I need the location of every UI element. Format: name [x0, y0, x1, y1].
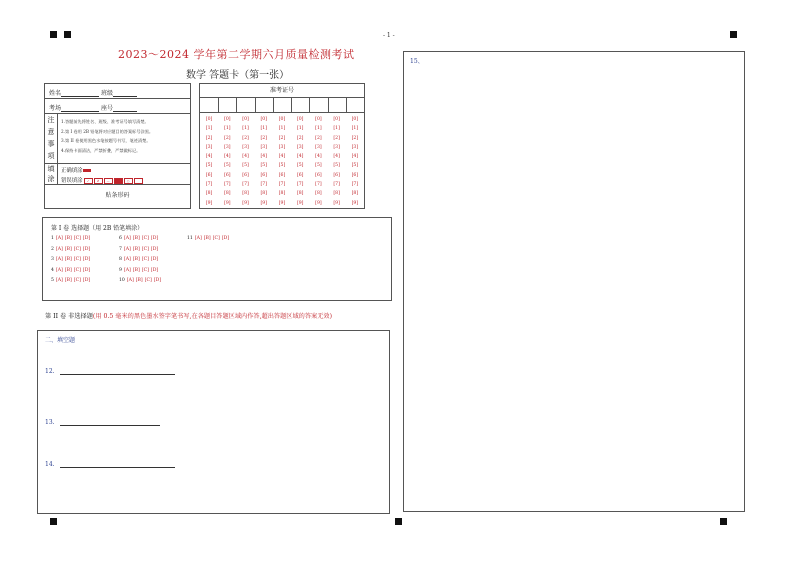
- exam-number-digit-column: [273, 115, 291, 208]
- exam-number-digit-column: [237, 115, 255, 208]
- exam-digit-bubble[interactable]: [0]: [242, 117, 249, 122]
- exam-digit-bubble[interactable]: [2]: [296, 135, 304, 141]
- exam-digit-bubble[interactable]: [7]: [224, 182, 231, 188]
- exam-digit-bubble[interactable]: [1]: [224, 126, 231, 132]
- choice-option-bubble[interactable]: [D]: [82, 257, 91, 262]
- exam-digit-bubble[interactable]: [0]: [333, 117, 340, 122]
- question-13-label: 13.: [45, 419, 55, 426]
- exam-digit-bubble[interactable]: [5]: [205, 163, 213, 169]
- fill-example: 正确填涂 错误填涂 ✓ ✗ — ○: [61, 166, 143, 186]
- exam-digit-bubble[interactable]: [6]: [242, 172, 249, 178]
- exam-digit-bubble[interactable]: [3]: [315, 144, 322, 150]
- choice-option-bubble[interactable]: [D]: [221, 236, 230, 241]
- exam-digit-bubble[interactable]: [1]: [296, 126, 304, 132]
- exam-digit-bubble[interactable]: [8]: [351, 191, 359, 197]
- exam-digit-bubble[interactable]: [3]: [351, 144, 359, 150]
- exam-digit-bubble[interactable]: [1]: [242, 126, 249, 132]
- exam-digit-bubble[interactable]: [9]: [242, 200, 249, 206]
- exam-title: 2023～2024 学年第二学期六月质量检测考试: [118, 48, 355, 61]
- exam-number-digit-column: [255, 115, 273, 208]
- choice-option-bubble[interactable]: [C]: [73, 278, 81, 283]
- exam-digit-bubble[interactable]: [4]: [242, 154, 249, 160]
- exam-digit-bubble[interactable]: [4]: [224, 154, 231, 160]
- registration-mark: [395, 518, 402, 525]
- choice-option-bubble[interactable]: [B]: [132, 267, 140, 273]
- choice-question: [51, 247, 90, 252]
- choice-option-bubble[interactable]: [B]: [132, 257, 140, 262]
- exam-digit-bubble[interactable]: [0]: [205, 117, 213, 122]
- registration-mark: [50, 518, 57, 525]
- name-field[interactable]: [61, 91, 99, 97]
- choice-option-bubble[interactable]: [D]: [82, 246, 91, 252]
- fill-blank-section: [37, 330, 390, 514]
- exam-digit-bubble[interactable]: [9]: [296, 200, 304, 206]
- choice-option-bubble[interactable]: [B]: [132, 246, 140, 252]
- exam-digit-bubble[interactable]: [1]: [351, 126, 359, 132]
- exam-number-digit-column: [328, 115, 346, 208]
- exam-digit-bubble[interactable]: [0]: [296, 117, 304, 122]
- choice-option-bubble[interactable]: [A]: [55, 278, 63, 283]
- exam-digit-bubble[interactable]: [1]: [333, 126, 340, 132]
- exam-digit-bubble[interactable]: [7]: [315, 182, 322, 188]
- page-number: - 1 -: [383, 32, 395, 39]
- choice-option-bubble[interactable]: [B]: [64, 257, 72, 262]
- choice-option-bubble[interactable]: [D]: [82, 278, 91, 283]
- choice-question-number: 4: [51, 267, 54, 273]
- choice-option-bubble[interactable]: [C]: [141, 267, 149, 273]
- choice-question: [51, 278, 90, 283]
- choice-option-bubble[interactable]: [D]: [82, 236, 91, 241]
- notes-text: 1.答题前先将姓名、班级、准考证号填写清楚。 2.第 I 卷用 2B 铅笔将对应题目的答案标号涂黑。 3.第 II 卷使用黑色水笔按题号书写，笔迹清楚。 4.保持卡面清洁，严禁折叠，严禁做标记。: [61, 119, 154, 153]
- choice-question-number: 3: [51, 257, 54, 262]
- choice-option-bubble[interactable]: [C]: [73, 257, 81, 262]
- exam-digit-bubble[interactable]: [1]: [260, 126, 268, 132]
- exam-digit-bubble[interactable]: [8]: [278, 191, 286, 197]
- choice-option-bubble[interactable]: [C]: [73, 246, 81, 252]
- choice-option-bubble[interactable]: [A]: [123, 246, 131, 252]
- part2-instruction: (用 0.5 毫米的黑色墨水签字笔书写,在各题目答题区域内作答,超出答题区域的答案无效): [92, 313, 333, 320]
- exam-digit-bubble[interactable]: [6]: [205, 172, 213, 178]
- exam-digit-bubble[interactable]: [2]: [205, 135, 213, 141]
- choice-option-bubble[interactable]: [C]: [73, 236, 81, 241]
- choice-option-bubble[interactable]: [A]: [126, 278, 134, 283]
- choice-option-bubble[interactable]: [C]: [73, 267, 81, 273]
- exam-digit-bubble[interactable]: [3]: [333, 144, 340, 150]
- exam-digit-bubble[interactable]: [6]: [315, 172, 322, 178]
- choice-option-bubble[interactable]: [A]: [194, 236, 202, 241]
- choice-question: [119, 247, 158, 252]
- choice-question: [187, 236, 229, 241]
- exam-number-digit-column: [346, 115, 364, 208]
- exam-digit-bubble[interactable]: [9]: [260, 200, 268, 206]
- class-field[interactable]: [113, 91, 137, 97]
- choice-option-bubble[interactable]: [A]: [123, 257, 131, 262]
- exam-digit-bubble[interactable]: [3]: [260, 144, 268, 150]
- exam-digit-bubble[interactable]: [3]: [205, 144, 213, 150]
- exam-digit-bubble[interactable]: [6]: [351, 172, 359, 178]
- exam-digit-bubble[interactable]: [5]: [278, 163, 286, 169]
- exam-digit-bubble[interactable]: [8]: [333, 191, 340, 197]
- exam-digit-bubble[interactable]: [2]: [333, 135, 340, 141]
- exam-digit-bubble[interactable]: [6]: [278, 172, 286, 178]
- room-label: 考场: [49, 105, 62, 112]
- choice-question: [119, 268, 158, 273]
- choice-option-bubble[interactable]: [B]: [64, 236, 72, 241]
- seat-label: 座号: [100, 105, 113, 112]
- choice-question-number: 1: [51, 236, 54, 241]
- exam-digit-bubble[interactable]: [7]: [260, 182, 268, 188]
- exam-digit-bubble[interactable]: [3]: [278, 144, 286, 150]
- exam-number-column-divider: [328, 97, 329, 112]
- exam-number-write-row[interactable]: [200, 97, 364, 113]
- exam-digit-bubble[interactable]: [5]: [260, 163, 268, 169]
- exam-digit-bubble[interactable]: [1]: [278, 126, 286, 132]
- exam-digit-bubble[interactable]: [3]: [296, 144, 304, 150]
- question-13-answer-line[interactable]: [60, 424, 160, 426]
- choice-question: [119, 257, 158, 262]
- exam-number-grid: [199, 83, 365, 209]
- choice-option-bubble[interactable]: [B]: [64, 278, 72, 283]
- student-info-box: [44, 83, 191, 209]
- choice-option-bubble[interactable]: [B]: [64, 267, 72, 273]
- choice-question: [119, 278, 161, 283]
- exam-number-column-divider: [309, 97, 310, 112]
- exam-number-digit-column: [218, 115, 236, 208]
- exam-digit-bubble[interactable]: [8]: [205, 191, 213, 197]
- exam-digit-bubble[interactable]: [2]: [242, 135, 249, 141]
- exam-number-column-divider: [291, 97, 292, 112]
- fill-blank-title: 二、填空题: [45, 337, 76, 344]
- exam-digit-bubble[interactable]: [6]: [260, 172, 268, 178]
- choice-question-number: 7: [119, 246, 122, 252]
- choice-option-bubble[interactable]: [A]: [123, 267, 131, 273]
- choice-question: [119, 236, 158, 241]
- choice-option-bubble[interactable]: [B]: [132, 236, 140, 241]
- exam-digit-bubble[interactable]: [7]: [333, 182, 340, 188]
- exam-digit-bubble[interactable]: [4]: [278, 154, 286, 160]
- choice-option-bubble[interactable]: [A]: [55, 257, 63, 262]
- exam-digit-bubble[interactable]: [7]: [351, 182, 359, 188]
- choice-option-bubble[interactable]: [D]: [150, 257, 159, 262]
- choice-option-bubble[interactable]: [A]: [123, 236, 131, 241]
- exam-digit-bubble[interactable]: [9]: [205, 200, 213, 206]
- question-15-label: 15、: [410, 58, 424, 65]
- exam-digit-bubble[interactable]: [4]: [333, 154, 340, 160]
- exam-digit-bubble[interactable]: [7]: [242, 182, 249, 188]
- choice-option-bubble[interactable]: [B]: [203, 236, 211, 241]
- exam-digit-bubble[interactable]: [9]: [278, 200, 286, 206]
- class-label: 班级: [100, 90, 113, 97]
- exam-digit-bubble[interactable]: [6]: [224, 172, 231, 178]
- choice-option-bubble[interactable]: [C]: [212, 236, 220, 241]
- name-label: 姓名: [49, 90, 62, 97]
- exam-digit-bubble[interactable]: [0]: [260, 117, 268, 122]
- fill-heading: 填 涂: [45, 164, 58, 184]
- exam-digit-bubble[interactable]: [1]: [205, 126, 213, 132]
- exam-digit-bubble[interactable]: [8]: [242, 191, 249, 197]
- choice-option-bubble[interactable]: [D]: [153, 278, 162, 283]
- choice-question-number: 8: [119, 257, 122, 262]
- exam-digit-bubble[interactable]: [4]: [205, 154, 213, 160]
- registration-mark: [64, 31, 71, 38]
- choice-question-number: 2: [51, 246, 54, 252]
- exam-digit-bubble[interactable]: [0]: [278, 117, 286, 122]
- exam-digit-bubble[interactable]: [0]: [351, 117, 359, 122]
- choice-question: [51, 236, 90, 241]
- exam-digit-bubble[interactable]: [4]: [315, 154, 322, 160]
- choice-question-number: 6: [119, 236, 122, 241]
- exam-digit-bubble[interactable]: [4]: [351, 154, 359, 160]
- answer-sheet-subtitle: 数学 答题卡（第一张）: [186, 70, 290, 81]
- choice-option-bubble[interactable]: [B]: [64, 246, 72, 252]
- choice-question-number: 10: [119, 278, 125, 283]
- choice-option-bubble[interactable]: [D]: [150, 267, 159, 273]
- choice-option-bubble[interactable]: [D]: [150, 246, 159, 252]
- exam-digit-bubble[interactable]: [9]: [351, 200, 359, 206]
- exam-digit-bubble[interactable]: [5]: [351, 163, 359, 169]
- exam-digit-bubble[interactable]: [3]: [242, 144, 249, 150]
- choice-question: [51, 268, 90, 273]
- exam-digit-bubble[interactable]: [9]: [333, 200, 340, 206]
- exam-number-column-divider: [218, 97, 219, 112]
- exam-number-title: 准考证号: [200, 84, 364, 98]
- choice-section: [42, 217, 392, 301]
- choice-option-bubble[interactable]: [A]: [55, 246, 63, 252]
- question-14-answer-line[interactable]: [60, 466, 175, 468]
- exam-digit-bubble[interactable]: [3]: [224, 144, 231, 150]
- exam-digit-bubble[interactable]: [0]: [315, 117, 322, 122]
- notes-heading: 注 意 事 项: [45, 114, 58, 164]
- exam-number-column-divider: [236, 97, 237, 112]
- exam-digit-bubble[interactable]: [5]: [224, 163, 231, 169]
- barcode-area: 贴条形码: [105, 192, 130, 199]
- choice-option-bubble[interactable]: [D]: [82, 267, 91, 273]
- choice-question-number: 5: [51, 278, 54, 283]
- exam-digit-bubble[interactable]: [1]: [315, 126, 322, 132]
- part2-heading: 第 II 卷 非选择题(用 0.5 毫米的黑色墨水签字笔书写,在各题目答题区域内作答,超出答题区域的答案无效): [45, 313, 333, 320]
- choice-question-number: 11: [187, 236, 193, 241]
- exam-digit-bubble[interactable]: [6]: [333, 172, 340, 178]
- correct-fill-label: 正确填涂: [61, 168, 83, 174]
- choice-option-bubble[interactable]: [A]: [55, 267, 63, 273]
- exam-digit-bubble[interactable]: [9]: [315, 200, 322, 206]
- choice-question-number: 9: [119, 267, 122, 273]
- exam-digit-bubble[interactable]: [8]: [315, 191, 322, 197]
- exam-digit-bubble[interactable]: [8]: [260, 191, 268, 197]
- exam-digit-bubble[interactable]: [0]: [224, 117, 231, 122]
- exam-digit-bubble[interactable]: [6]: [296, 172, 304, 178]
- exam-number-digit-column: [200, 115, 218, 208]
- question-12-label: 12.: [45, 368, 55, 375]
- exam-digit-bubble[interactable]: [2]: [278, 135, 286, 141]
- choice-option-bubble[interactable]: [C]: [141, 246, 149, 252]
- exam-digit-bubble[interactable]: [2]: [315, 135, 322, 141]
- exam-digit-bubble[interactable]: [5]: [333, 163, 340, 169]
- choice-option-bubble[interactable]: [B]: [135, 278, 143, 283]
- exam-digit-bubble[interactable]: [4]: [260, 154, 268, 160]
- registration-mark: [730, 31, 737, 38]
- exam-digit-bubble[interactable]: [8]: [296, 191, 304, 197]
- exam-digit-bubble[interactable]: [2]: [260, 135, 268, 141]
- registration-mark: [720, 518, 727, 525]
- choice-option-bubble[interactable]: [C]: [141, 257, 149, 262]
- exam-digit-bubble[interactable]: [7]: [205, 182, 213, 188]
- seat-field[interactable]: [113, 106, 137, 112]
- choice-option-bubble[interactable]: [C]: [141, 236, 149, 241]
- registration-mark: [50, 31, 57, 38]
- exam-digit-bubble[interactable]: [5]: [315, 163, 322, 169]
- exam-digit-bubble[interactable]: [2]: [351, 135, 359, 141]
- exam-digit-bubble[interactable]: [5]: [296, 163, 304, 169]
- exam-digit-bubble[interactable]: [7]: [296, 182, 304, 188]
- choice-option-bubble[interactable]: [C]: [144, 278, 152, 283]
- exam-number-column-divider: [255, 97, 256, 112]
- exam-digit-bubble[interactable]: [8]: [224, 191, 231, 197]
- exam-digit-bubble[interactable]: [5]: [242, 163, 249, 169]
- choice-option-bubble[interactable]: [A]: [55, 236, 63, 241]
- choice-title: 第 I 卷 选择题（用 2B 铅笔填涂）: [51, 225, 144, 232]
- choice-option-bubble[interactable]: [D]: [150, 236, 159, 241]
- exam-number-digit-column: [309, 115, 327, 208]
- choice-question: [51, 257, 90, 262]
- question-15-answer-area[interactable]: [403, 51, 745, 512]
- question-14-label: 14.: [45, 461, 55, 468]
- exam-digit-bubble[interactable]: [2]: [224, 135, 231, 141]
- wrong-fill-label: 错误填涂: [61, 178, 83, 184]
- question-12-answer-line[interactable]: [60, 373, 175, 375]
- exam-number-digit-column: [291, 115, 309, 208]
- exam-digit-bubble[interactable]: [9]: [224, 200, 231, 206]
- exam-digit-bubble[interactable]: [7]: [278, 182, 286, 188]
- exam-digit-bubble[interactable]: [4]: [296, 154, 304, 160]
- room-field[interactable]: [61, 106, 99, 112]
- exam-number-column-divider: [273, 97, 274, 112]
- correct-fill-sample: [83, 169, 91, 172]
- exam-number-column-divider: [346, 97, 347, 112]
